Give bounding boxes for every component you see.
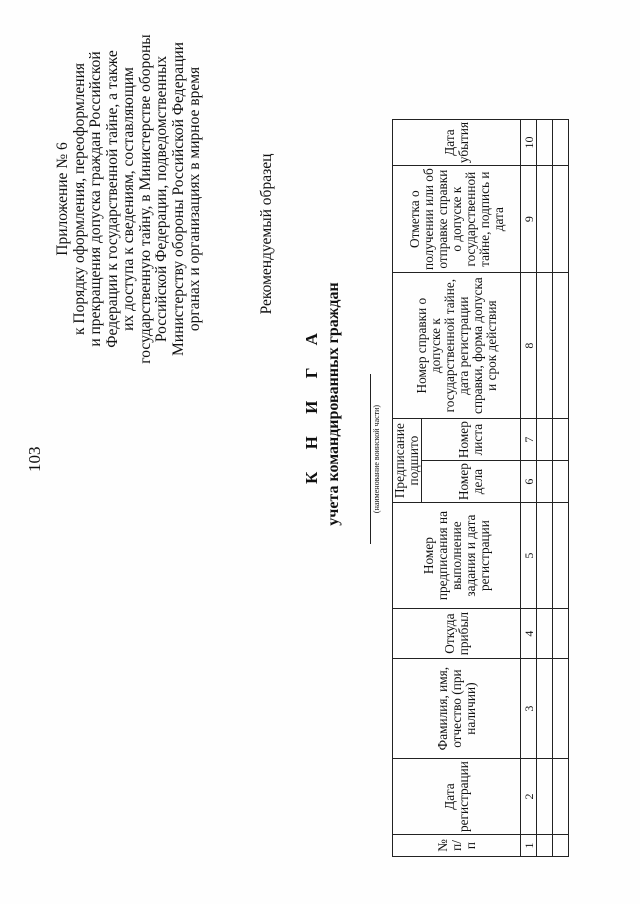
- header-sheet-number: Номер листа: [422, 419, 521, 461]
- book-title: К Н И Г А: [302, 324, 321, 484]
- header-order-number: Номер предписания на выполнение задания и дата регистрации: [393, 503, 521, 609]
- appendix-line: государственную тайну, в Министерстве обороны: [136, 34, 154, 364]
- column-number: 3: [521, 659, 537, 759]
- header-registration-date: Дата регистрации: [393, 759, 521, 835]
- empty-cell: [553, 835, 569, 857]
- appendix-line: Федерации к государственной тайне, а также: [103, 50, 121, 348]
- appendix-line: органах и организациях в мирное время: [186, 66, 203, 332]
- column-number: 6: [521, 461, 537, 503]
- header-departure-date: Дата убытия: [393, 119, 521, 165]
- empty-cell: [553, 273, 569, 419]
- empty-cell: [553, 166, 569, 273]
- appendix-block: [55, 0, 204, 399]
- empty-cell: [537, 461, 553, 503]
- appendix-line: и прекращения допуска граждан Российской: [87, 51, 104, 347]
- empty-cell: [553, 461, 569, 503]
- appendix-line: их доступа к сведениям, составляющим: [120, 67, 137, 331]
- header-case-number: Номер дела: [422, 461, 521, 503]
- empty-cell: [537, 419, 553, 461]
- empty-cell: [537, 659, 553, 759]
- empty-cell: [537, 119, 553, 165]
- column-number: 5: [521, 503, 537, 609]
- empty-cell: [537, 609, 553, 659]
- column-number: 7: [521, 419, 537, 461]
- column-number: 4: [521, 609, 537, 659]
- column-number: 1: [521, 835, 537, 857]
- appendix-line: Министерству обороны Российской Федерации: [169, 42, 187, 356]
- book-subtitle: учета командированных граждан: [325, 282, 342, 526]
- appendix-line: Приложение № 6: [54, 142, 71, 256]
- appendix-line: к Порядку оформления, переоформления: [70, 63, 88, 336]
- empty-cell: [553, 659, 569, 759]
- recommended-sample: Рекомендуемый образец: [258, 153, 275, 315]
- unit-name-line: [370, 374, 371, 544]
- unit-caption: (наименование воинской части): [372, 404, 381, 514]
- empty-cell: [537, 835, 553, 857]
- column-number: 10: [521, 119, 537, 165]
- empty-cell: [553, 119, 569, 165]
- registry-table: [392, 119, 569, 857]
- table-row: [553, 119, 569, 856]
- empty-cell: [553, 503, 569, 609]
- header-clearance-certificate: Номер справки о допуске к государственной тайне, дата регистрации справки, форма допуска и срок действия: [393, 273, 521, 419]
- page-number: 103: [25, 446, 44, 472]
- header-arrived-from: Откуда прибыл: [393, 609, 521, 659]
- empty-cell: [553, 419, 569, 461]
- empty-cell: [537, 273, 553, 419]
- empty-cell: [537, 503, 553, 609]
- table-row: [537, 119, 553, 856]
- empty-cell: [537, 166, 553, 273]
- header-certificate-mark: Отметка о получении или об отправке справки о допуске к государственной тайне, подпись и дата: [393, 166, 521, 273]
- column-number: 2: [521, 759, 537, 835]
- empty-cell: [553, 609, 569, 659]
- empty-cell: [553, 759, 569, 835]
- header-order-filed: Предписание подшито: [393, 419, 422, 503]
- header-number: № п/п: [393, 835, 521, 857]
- appendix-line: Российской Федерации, подведомственных: [153, 55, 170, 343]
- empty-cell: [537, 759, 553, 835]
- column-number: 8: [521, 273, 537, 419]
- column-number: 9: [521, 166, 537, 273]
- header-full-name: Фамилия, имя, отчество (при наличии): [393, 659, 521, 759]
